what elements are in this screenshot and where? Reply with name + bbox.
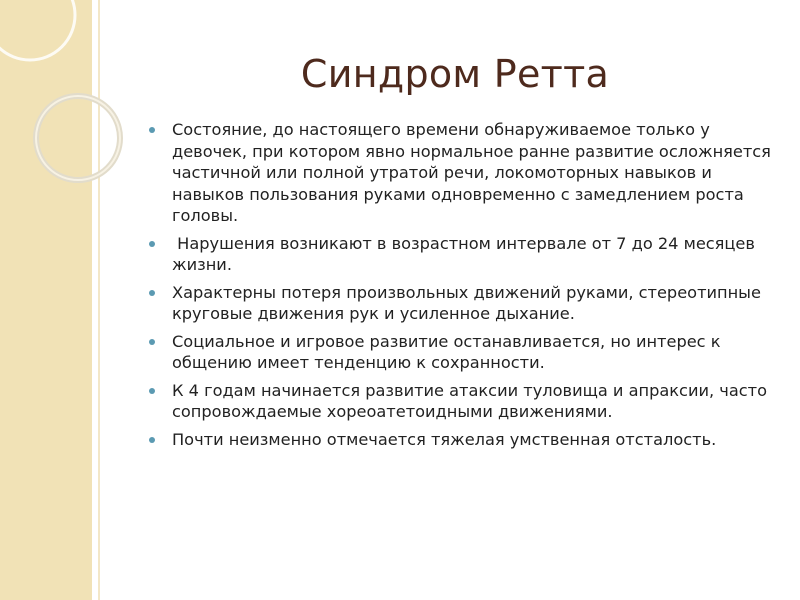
list-item-text: Характерны потеря произвольных движений руками, стереотипные круговые движения рук и усиленное дыхание. [172, 282, 761, 323]
bullet-icon [149, 127, 155, 133]
list-item-text: Нарушения возникают в возрастном интервале от 7 до 24 месяцев жизни. [172, 233, 761, 274]
list-item [145, 429, 780, 451]
list-item-text: К 4 годам начинается развитие атаксии туловища и апраксии, часто сопровождаемые хореоатетоидными движениями. [172, 380, 767, 421]
list-item-text: Социальное и игровое развитие останавливается, но интерес к общению имеет тенденцию к сохранности. [172, 331, 721, 372]
list-item [145, 233, 780, 276]
bullet-icon [149, 290, 155, 296]
list-item-text: Состояние, до настоящего времени обнаруживаемое только у девочек, при котором явно нормальное ранне развитие осложняется частичной или полной утратой речи, локомоторных навыков и навыков пользования руками одновременно с замедлением роста головы. [172, 120, 771, 225]
list-item [145, 119, 780, 227]
list-item [145, 282, 780, 325]
slide-title: Синдром Ретта [300, 52, 610, 96]
bullet-icon [149, 241, 155, 247]
list-item [145, 380, 780, 423]
list-item-text: Почти неизменно отмечается тяжелая умственная отсталость. [172, 429, 717, 449]
bullet-icon [149, 437, 155, 443]
list-item [145, 331, 780, 374]
bullet-icon [149, 339, 155, 345]
decorative-circles [0, 0, 140, 220]
bullet-icon [149, 388, 155, 394]
bullet-list [145, 119, 780, 456]
